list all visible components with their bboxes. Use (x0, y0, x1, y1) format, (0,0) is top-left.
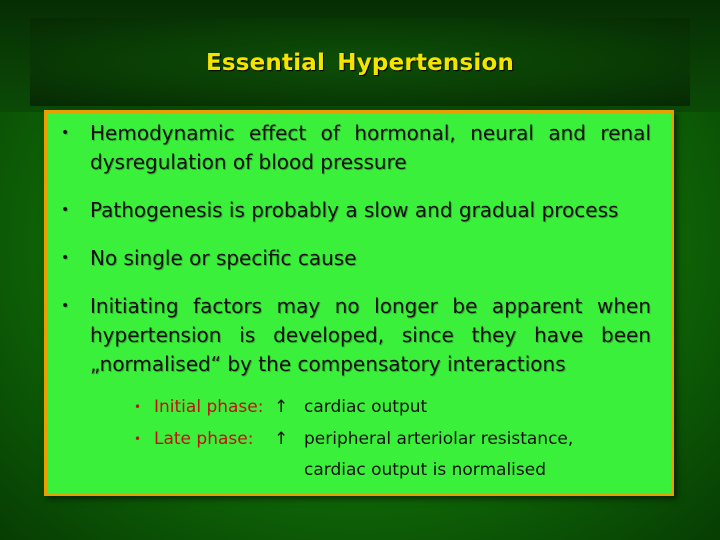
bullet-text: Initiating factors may no longer be apparent when hypertension is developed, since they have been „normalised“ by the compensatory interactions (90, 294, 651, 376)
bullet-dot: • (61, 202, 70, 218)
bullet-dot: • (61, 250, 70, 266)
sub-bullet-dot: • (134, 400, 142, 414)
bullet-text: Hemodynamic effect of hormonal, neural and renal dysregulation of blood pressure (90, 121, 651, 174)
sub-bullet-label: Initial phase: (154, 397, 264, 417)
bullet-dot: • (61, 125, 70, 141)
bullet-text: Pathogenesis is probably a slow and gradual process (90, 198, 619, 222)
bullet-item (61, 196, 651, 225)
sub-bullet-value: peripheral arteriolar resistance, (304, 429, 574, 449)
bullet-dot: • (61, 298, 70, 314)
up-arrow-icon: ↑ (274, 397, 289, 417)
sub-bullet-label: Late phase: (154, 429, 254, 449)
content-panel (44, 110, 674, 496)
sub-bullet-continuation-text: cardiac output is normalised (304, 460, 546, 480)
bullet-item (61, 119, 651, 177)
bullet-text: No single or specific cause (90, 246, 357, 270)
slide-title: Essential Hypertension (205, 50, 515, 76)
bullet-item (61, 244, 651, 273)
up-arrow-icon: ↑ (274, 429, 289, 449)
bullet-item (61, 292, 651, 379)
sub-bullet-dot: • (134, 432, 142, 446)
sub-bullet-value: cardiac output (304, 397, 428, 417)
